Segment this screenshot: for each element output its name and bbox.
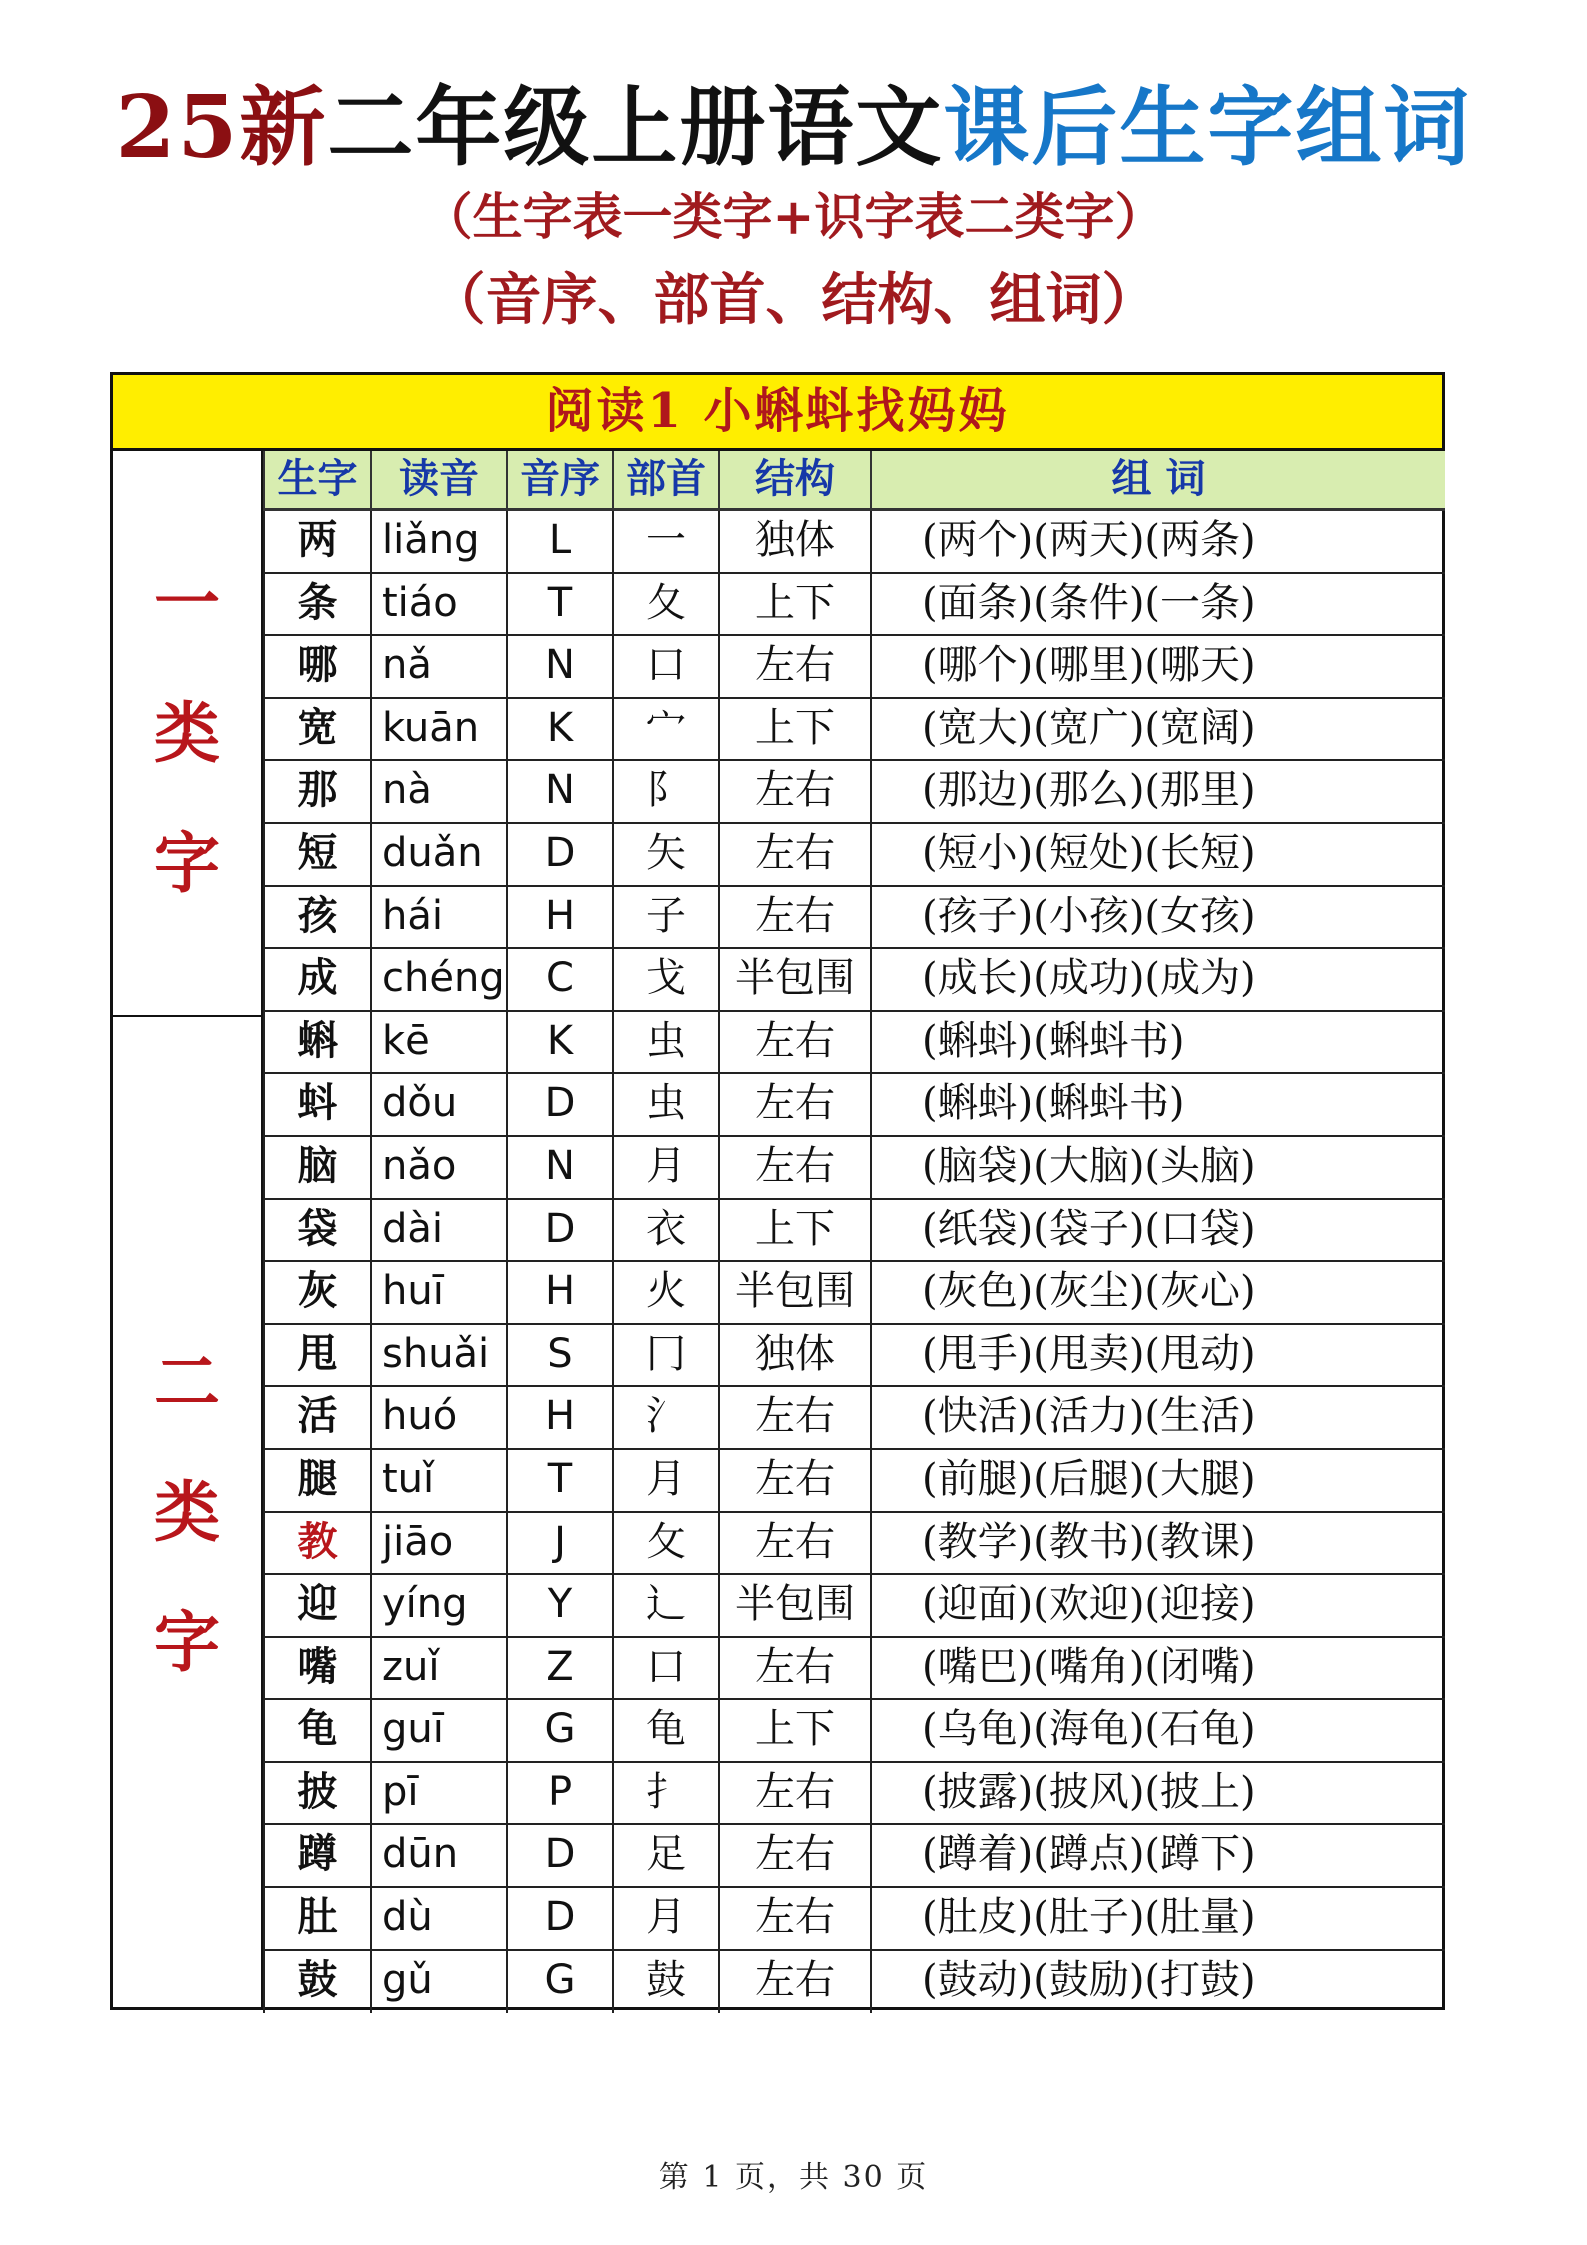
cell-radical: 阝 <box>612 761 718 822</box>
cell-words: (迎面)(欢迎)(迎接) <box>870 1575 1445 1636</box>
cell-order: D <box>506 1200 612 1261</box>
cell-char: 教 <box>263 1513 370 1574</box>
cell-pinyin: huī <box>370 1262 506 1323</box>
cell-pinyin: dài <box>370 1200 506 1261</box>
cell-structure: 半包围 <box>718 1575 870 1636</box>
cell-pinyin: nǎo <box>370 1137 506 1198</box>
cell-char: 甩 <box>263 1325 370 1386</box>
cell-radical: 虫 <box>612 1012 718 1073</box>
cell-pinyin: dūn <box>370 1825 506 1886</box>
table-row <box>263 887 1445 950</box>
cell-words: (乌龟)(海龟)(石龟) <box>870 1700 1445 1761</box>
table-row <box>263 1137 1445 1200</box>
category-char: 类 <box>154 694 220 772</box>
cell-radical: 口 <box>612 1638 718 1699</box>
cell-words: (宽大)(宽广)(宽阔) <box>870 699 1445 760</box>
cell-pinyin: gǔ <box>370 1951 506 2014</box>
subtitle-scope: （生字表一类字+识字表二类字） <box>422 187 1165 246</box>
category-label-group-2 <box>113 1015 263 2007</box>
header-words: 组 词 <box>870 451 1445 508</box>
cell-char: 条 <box>263 574 370 635</box>
cell-structure: 上下 <box>718 699 870 760</box>
cell-structure: 左右 <box>718 1513 870 1574</box>
cell-pinyin: pī <box>370 1763 506 1824</box>
title-part-black: 二年级上册语文 <box>327 77 944 178</box>
cell-order: K <box>506 699 612 760</box>
cell-structure: 左右 <box>718 1763 870 1824</box>
table-row <box>263 1888 1445 1951</box>
cell-order: L <box>506 511 612 572</box>
cell-order: Z <box>506 1638 612 1699</box>
cell-structure: 独体 <box>718 511 870 572</box>
cell-structure: 左右 <box>718 1638 870 1699</box>
cell-words: (灰色)(灰尘)(灰心) <box>870 1262 1445 1323</box>
title-part-blue: 课后生字组词 <box>943 77 1472 178</box>
table-row <box>263 1575 1445 1638</box>
table-row <box>263 574 1445 637</box>
cell-order: T <box>506 574 612 635</box>
cell-order: G <box>506 1951 612 2014</box>
cell-pinyin: duǎn <box>370 824 506 885</box>
cell-radical: 戈 <box>612 949 718 1010</box>
cell-words: (孩子)(小孩)(女孩) <box>870 887 1445 948</box>
cell-char: 迎 <box>263 1575 370 1636</box>
cell-radical: 月 <box>612 1450 718 1511</box>
cell-structure: 左右 <box>718 1888 870 1949</box>
cell-char: 孩 <box>263 887 370 948</box>
table-row <box>263 1387 1445 1450</box>
table-header-row <box>263 451 1445 511</box>
category-char: 类 <box>154 1473 220 1551</box>
cell-pinyin: chéng <box>370 949 506 1010</box>
cell-structure: 左右 <box>718 1825 870 1886</box>
cell-radical: 月 <box>612 1137 718 1198</box>
cell-structure: 左右 <box>718 636 870 697</box>
cell-char: 腿 <box>263 1450 370 1511</box>
cell-char: 蚪 <box>263 1074 370 1135</box>
cell-words: (成长)(成功)(成为) <box>870 949 1445 1010</box>
vocab-table <box>110 372 1445 2010</box>
cell-radical: 夂 <box>612 574 718 635</box>
lesson-title: 阅读1 小蝌蚪找妈妈 <box>113 375 1442 451</box>
cell-structure: 左右 <box>718 1137 870 1198</box>
table-row <box>263 949 1445 1012</box>
header-char: 生字 <box>263 451 370 508</box>
category-char: 字 <box>154 1603 220 1681</box>
cell-pinyin: liǎng <box>370 511 506 572</box>
cell-radical: 火 <box>612 1262 718 1323</box>
subtitle-contents: （音序、部首、结构、组词） <box>429 267 1158 333</box>
cell-char: 灰 <box>263 1262 370 1323</box>
cell-char: 那 <box>263 761 370 822</box>
table-row <box>263 1200 1445 1263</box>
cell-pinyin: tuǐ <box>370 1450 506 1511</box>
cell-structure: 左右 <box>718 1012 870 1073</box>
cell-pinyin: jiāo <box>370 1513 506 1574</box>
table-row <box>263 1951 1445 2014</box>
table-row <box>263 636 1445 699</box>
cell-words: (蝌蚪)(蝌蚪书) <box>870 1012 1445 1073</box>
table-row <box>263 1325 1445 1388</box>
cell-words: (哪个)(哪里)(哪天) <box>870 636 1445 697</box>
table-row <box>263 824 1445 887</box>
cell-words: (面条)(条件)(一条) <box>870 574 1445 635</box>
cell-words: (脑袋)(大脑)(头脑) <box>870 1137 1445 1198</box>
table-row <box>263 699 1445 762</box>
header-order: 音序 <box>506 451 612 508</box>
cell-char: 嘴 <box>263 1638 370 1699</box>
cell-char: 袋 <box>263 1200 370 1261</box>
title-part-red: 25新 <box>115 77 328 178</box>
cell-radical: 虫 <box>612 1074 718 1135</box>
cell-radical: 子 <box>612 887 718 948</box>
cell-words: (那边)(那么)(那里) <box>870 761 1445 822</box>
cell-words: (短小)(短处)(长短) <box>870 824 1445 885</box>
category-char: 字 <box>154 824 220 902</box>
cell-words: (蝌蚪)(蝌蚪书) <box>870 1074 1445 1135</box>
cell-pinyin: zuǐ <box>370 1638 506 1699</box>
cell-structure: 半包围 <box>718 949 870 1010</box>
cell-structure: 独体 <box>718 1325 870 1386</box>
cell-structure: 上下 <box>718 574 870 635</box>
cell-order: H <box>506 1387 612 1448</box>
table-row <box>263 1074 1445 1137</box>
cell-char: 活 <box>263 1387 370 1448</box>
cell-char: 蝌 <box>263 1012 370 1073</box>
cell-order: T <box>506 1450 612 1511</box>
cell-pinyin: dù <box>370 1888 506 1949</box>
cell-pinyin: huó <box>370 1387 506 1448</box>
cell-radical: 扌 <box>612 1763 718 1824</box>
header-radical: 部首 <box>612 451 718 508</box>
cell-words: (鼓动)(鼓励)(打鼓) <box>870 1951 1445 2014</box>
table-row <box>263 1763 1445 1826</box>
cell-order: S <box>506 1325 612 1386</box>
cell-order: Y <box>506 1575 612 1636</box>
table-row <box>263 1825 1445 1888</box>
cell-pinyin: kē <box>370 1012 506 1073</box>
cell-pinyin: tiáo <box>370 574 506 635</box>
cell-pinyin: hái <box>370 887 506 948</box>
table-row <box>263 1012 1445 1075</box>
cell-char: 成 <box>263 949 370 1010</box>
cell-order: G <box>506 1700 612 1761</box>
cell-radical: 辶 <box>612 1575 718 1636</box>
cell-order: H <box>506 1262 612 1323</box>
category-char: 二 <box>154 1343 220 1421</box>
cell-structure: 左右 <box>718 1951 870 2014</box>
cell-char: 哪 <box>263 636 370 697</box>
page-title <box>0 78 1587 178</box>
header-pinyin: 读音 <box>370 451 506 508</box>
cell-pinyin: nà <box>370 761 506 822</box>
table-row <box>263 1638 1445 1701</box>
table-row <box>263 1700 1445 1763</box>
cell-pinyin: dǒu <box>370 1074 506 1135</box>
cell-radical: 口 <box>612 636 718 697</box>
cell-char: 两 <box>263 511 370 572</box>
cell-order: C <box>506 949 612 1010</box>
cell-char: 鼓 <box>263 1951 370 2014</box>
cell-char: 宽 <box>263 699 370 760</box>
cell-words: (甩手)(甩卖)(甩动) <box>870 1325 1445 1386</box>
cell-char: 肚 <box>263 1888 370 1949</box>
cell-radical: 一 <box>612 511 718 572</box>
cell-radical: 宀 <box>612 699 718 760</box>
table-row <box>263 511 1445 574</box>
table-body <box>263 511 1445 2013</box>
cell-radical: 月 <box>612 1888 718 1949</box>
cell-pinyin: guī <box>370 1700 506 1761</box>
category-label-group-1 <box>113 451 263 1015</box>
cell-structure: 上下 <box>718 1700 870 1761</box>
cell-char: 披 <box>263 1763 370 1824</box>
cell-order: D <box>506 824 612 885</box>
cell-pinyin: nǎ <box>370 636 506 697</box>
table-row <box>263 761 1445 824</box>
cell-words: (教学)(教书)(教课) <box>870 1513 1445 1574</box>
cell-order: K <box>506 1012 612 1073</box>
cell-structure: 上下 <box>718 1200 870 1261</box>
cell-structure: 左右 <box>718 887 870 948</box>
cell-radical: 氵 <box>612 1387 718 1448</box>
cell-order: N <box>506 1137 612 1198</box>
cell-char: 龟 <box>263 1700 370 1761</box>
cell-char: 短 <box>263 824 370 885</box>
cell-order: D <box>506 1074 612 1135</box>
cell-words: (嘴巴)(嘴角)(闭嘴) <box>870 1638 1445 1699</box>
cell-radical: 龟 <box>612 1700 718 1761</box>
cell-words: (前腿)(后腿)(大腿) <box>870 1450 1445 1511</box>
cell-radical: 攵 <box>612 1513 718 1574</box>
cell-structure: 左右 <box>718 761 870 822</box>
cell-pinyin: shuǎi <box>370 1325 506 1386</box>
cell-words: (肚皮)(肚子)(肚量) <box>870 1888 1445 1949</box>
category-char: 一 <box>154 564 220 642</box>
cell-words: (两个)(两天)(两条) <box>870 511 1445 572</box>
table-row <box>263 1262 1445 1325</box>
cell-char: 脑 <box>263 1137 370 1198</box>
cell-radical: 鼓 <box>612 1951 718 2014</box>
cell-order: N <box>506 636 612 697</box>
cell-words: (快活)(活力)(生活) <box>870 1387 1445 1448</box>
cell-order: P <box>506 1763 612 1824</box>
cell-radical: 矢 <box>612 824 718 885</box>
cell-order: D <box>506 1888 612 1949</box>
cell-radical: 衣 <box>612 1200 718 1261</box>
header-structure: 结构 <box>718 451 870 508</box>
table-row <box>263 1450 1445 1513</box>
cell-order: N <box>506 761 612 822</box>
cell-structure: 左右 <box>718 1450 870 1511</box>
page-footer: 第 1 页，共 30 页 <box>658 2160 929 2195</box>
cell-order: J <box>506 1513 612 1574</box>
cell-radical: 足 <box>612 1825 718 1886</box>
cell-order: H <box>506 887 612 948</box>
cell-pinyin: kuān <box>370 699 506 760</box>
cell-structure: 半包围 <box>718 1262 870 1323</box>
table-row <box>263 1513 1445 1576</box>
cell-structure: 左右 <box>718 1074 870 1135</box>
cell-order: D <box>506 1825 612 1886</box>
cell-words: (蹲着)(蹲点)(蹲下) <box>870 1825 1445 1886</box>
cell-words: (纸袋)(袋子)(口袋) <box>870 1200 1445 1261</box>
cell-structure: 左右 <box>718 1387 870 1448</box>
cell-pinyin: yíng <box>370 1575 506 1636</box>
cell-words: (披露)(披风)(披上) <box>870 1763 1445 1824</box>
cell-char: 蹲 <box>263 1825 370 1886</box>
cell-radical: 冂 <box>612 1325 718 1386</box>
cell-structure: 左右 <box>718 824 870 885</box>
